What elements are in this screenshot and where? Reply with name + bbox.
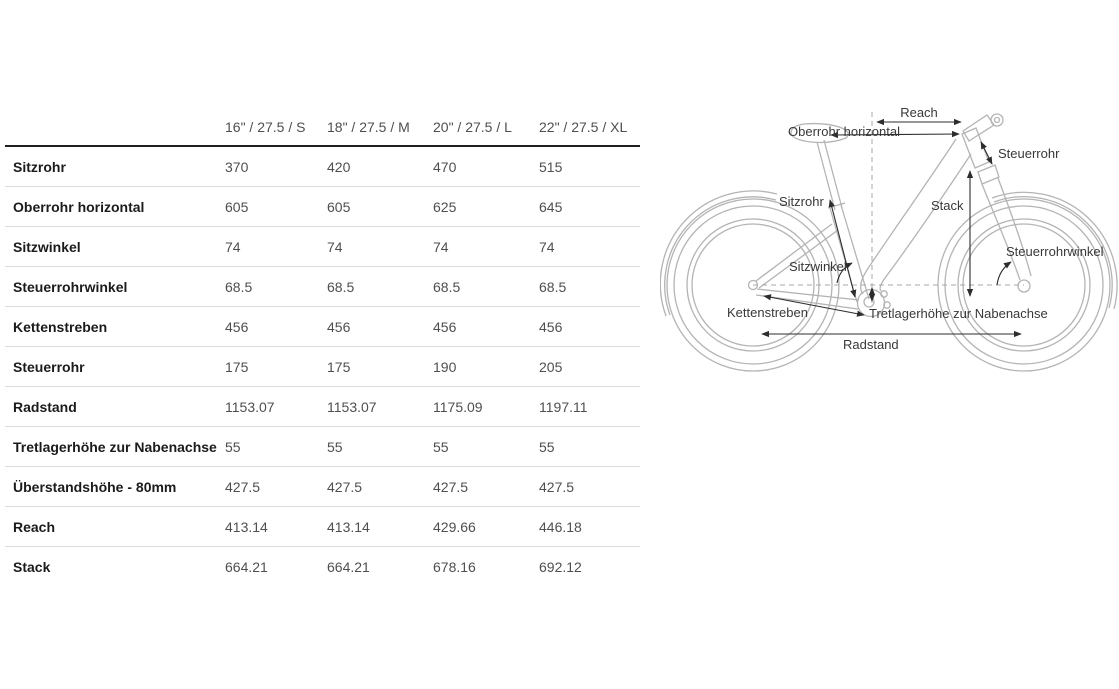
table-row [5,307,640,347]
cell: 175 [225,347,327,387]
size-column-header: 18" / 27.5 / M [327,108,433,146]
cell: 664.21 [327,558,370,575]
size-column-header: 16" / 27.5 / S [225,108,327,146]
size-column-header: 20" / 27.5 / L [433,108,539,146]
cell: 175 [327,347,433,387]
table-row [5,547,640,587]
table-row [5,187,640,227]
cell: 664.21 [225,558,268,575]
table-row [5,387,640,427]
cell: 420 [327,146,433,187]
row-label: Stack [13,558,51,575]
cell: 74 [225,227,327,267]
cell: 68.5 [327,267,433,307]
cell: 68.5 [433,267,539,307]
steuerrohr-label: Steuerrohr [998,146,1060,161]
cell: 74 [327,227,433,267]
radstand-label: Radstand [843,337,899,352]
steuerrohrwinkel-angle-arc [997,262,1011,285]
cell: 74 [433,227,539,267]
cell: 1153.07 [327,387,433,427]
table-row [5,467,640,507]
cell: 645 [539,187,640,227]
cell: 413.14 [327,507,433,547]
cell: 446.18 [539,507,640,547]
cell: 205 [539,347,640,387]
cockpit [963,114,1003,141]
chain-stay [757,289,859,300]
cell: 427.5 [433,467,539,507]
row-label: Tretlagerhöhe zur Nabenachse [5,427,225,467]
cell: 68.5 [225,267,327,307]
stack-label: Stack [931,198,964,213]
handlebar-grip [991,114,1003,126]
sitzrohr-arrow [830,200,855,297]
bike-geometry-diagram [660,95,1119,385]
row-label: Steuerrohr [5,347,225,387]
cell: 427.5 [327,467,433,507]
table-row [5,267,640,307]
oberrohr-label: Oberrohr horizontal [788,124,900,139]
reach-label: Reach [900,105,938,120]
table-row [5,507,640,547]
hub-circle [1018,280,1030,292]
cell: 370 [225,146,327,187]
cell: 68.5 [539,267,640,307]
rear-fender [660,191,777,316]
cell: 1197.11 [539,387,640,427]
fender-arc [665,197,776,315]
cell: 190 [433,347,539,387]
cell: 456 [433,307,539,347]
table-row [5,427,640,467]
cell: 456 [539,307,640,347]
cell: 55 [539,427,640,467]
fender-arc [660,191,777,316]
down-tube-edge [861,139,956,294]
table-row [5,227,640,267]
cell: 1175.09 [433,387,539,427]
header-empty-cell [5,108,225,146]
size-column-header: 22" / 27.5 / XL [539,108,640,146]
cell: 605 [225,187,327,227]
down-tube-edge [880,154,971,291]
row-label: Radstand [5,387,225,427]
cell: 456 [327,307,433,347]
fork-leg-edge [982,184,1020,280]
cell: 427.5 [225,467,327,507]
cell: 470 [433,146,539,187]
row-label: Sitzrohr [5,146,225,187]
row-label: Reach [5,507,225,547]
table-row [5,146,640,187]
sitzrohr-label: Sitzrohr [779,194,824,209]
table-row [5,347,640,387]
frame [756,128,989,309]
cell: 605 [327,187,433,227]
cell: 625 [433,187,539,227]
row-label: Oberrohr horizontal [5,187,225,227]
dimension-arrows [762,122,1021,334]
table-header-row [5,108,640,146]
cell: 456 [225,307,327,347]
sitzwinkel-label: Sitzwinkel [789,259,847,274]
tretlagerhoehe-label: Tretlagerhöhe zur Nabenachse [869,306,1048,321]
cell: 429.66 [433,507,539,547]
cell: 427.5 [539,467,640,507]
stem [963,115,994,141]
row-label: Sitzwinkel [5,227,225,267]
cell: 515 [539,146,640,187]
cell: 55 [225,427,327,467]
geometry-table [5,108,640,586]
row-label: Kettenstreben [5,307,225,347]
handlebar-grip [995,118,1000,123]
cell: 55 [327,427,433,467]
cell: 55 [433,427,539,467]
fork-crown [978,165,999,184]
cell: 413.14 [225,507,327,547]
steuerrohr-arrow [981,142,992,164]
cell: 678.16 [433,558,476,575]
row-label: Steuerrohrwinkel [5,267,225,307]
cell: 692.12 [539,558,582,575]
steuerrohrwinkel-label: Steuerrohrwinkel [1006,244,1104,259]
seat-post-edge [824,140,842,208]
cell: 1153.07 [225,387,327,427]
cell: 74 [539,227,640,267]
kettenstreben-label: Kettenstreben [727,305,808,320]
row-label: Überstandshöhe - 80mm [5,467,225,507]
